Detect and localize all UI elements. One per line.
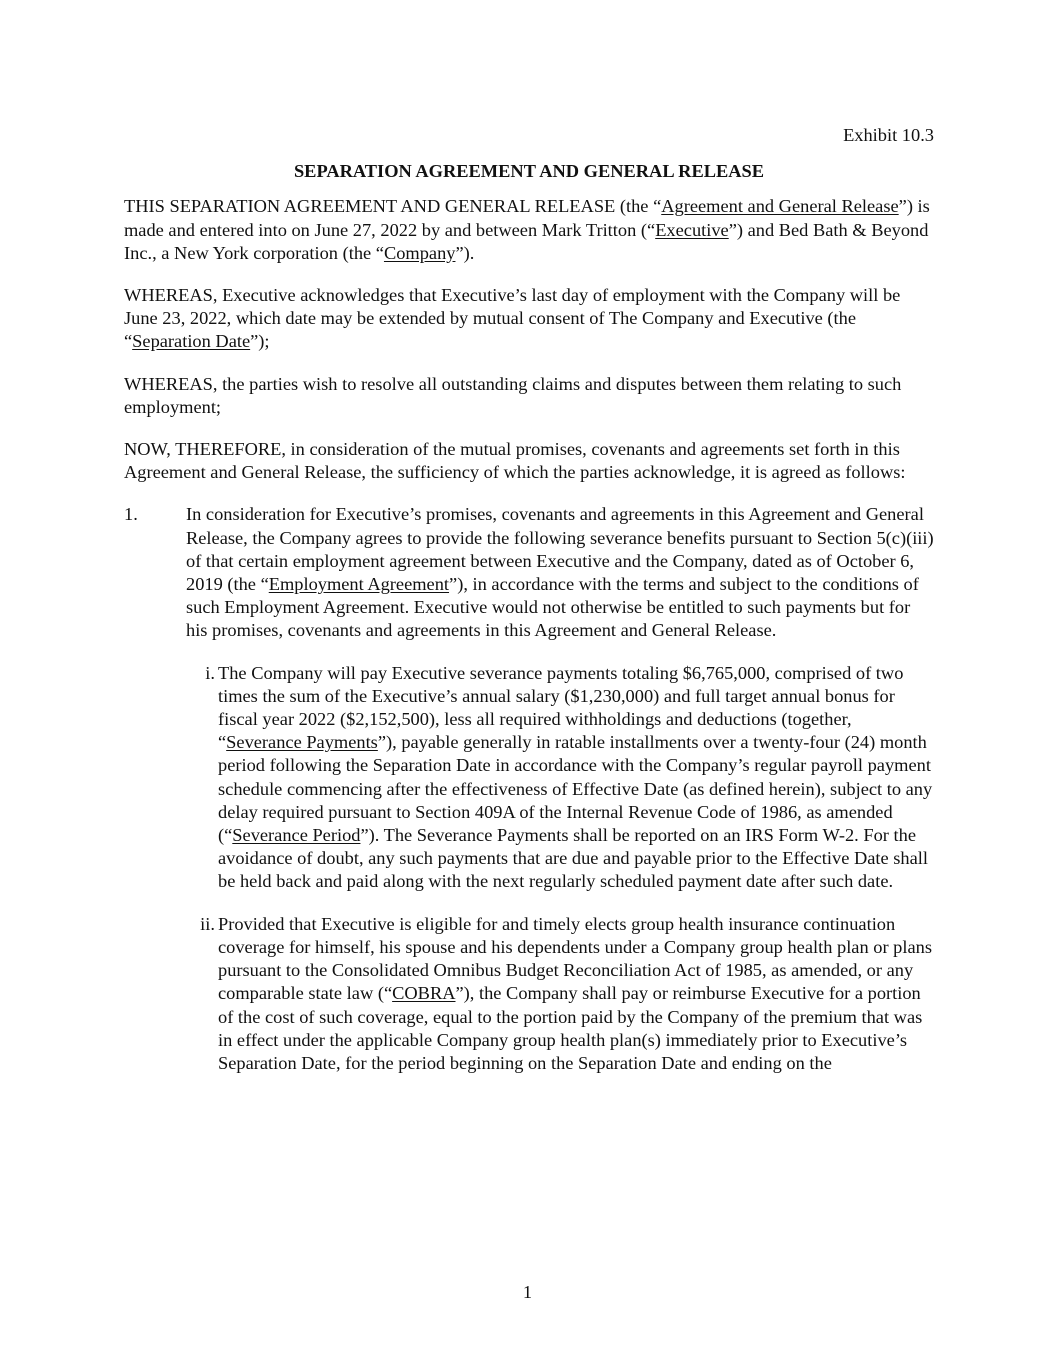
subsection-i: i. The Company will pay Executive severance payments totaling $6,765,000, comprised of two times the sum of the Executive’s annual salary ($1,230,000) and full target annual bonus for fiscal year 2022 ($2,152,500), less all required withholdings and deductions (together, “Severance Payments”), payable generally in ratable installments over a twenty-four (24) month period following the Separation Date in accordance with the Company’s regular payroll payment schedule commencing after the effectiveness of Effective Date (as defined herein), subject to any delay required pursuant to Section 409A of the Internal Revenue Code of 1986, as amended (“Severance Period”). The Severance Payments shall be reported on an IRS Form W-2. For the avoidance of doubt, any such payments that are due and payable prior to the Effective Date shall be held back and paid along with the next regularly scheduled payment date after such date. <box>124 662 934 894</box>
defined-term-separation-date: Separation Date <box>132 331 251 352</box>
whereas-paragraph-1: WHEREAS, Executive acknowledges that Executive’s last day of employment with the Company will be June 23, 2022, which date may be extended by mutual consent of The Company and Executive (the “Separation Date”); <box>124 285 901 352</box>
defined-term-cobra: COBRA <box>392 983 456 1004</box>
whereas-paragraph-2: WHEREAS, the parties wish to resolve all outstanding claims and disputes between them relating to such employment; <box>124 373 902 417</box>
exhibit-label: Exhibit 10.3 <box>843 125 934 145</box>
document-title: SEPARATION AGREEMENT AND GENERAL RELEASE <box>293 161 765 182</box>
subsection-number: i. <box>205 662 215 683</box>
section-number: 1. <box>124 504 138 525</box>
defined-term-severance-payments: Severance Payments <box>226 732 378 753</box>
defined-term-severance-period: Severance Period <box>232 825 361 846</box>
defined-term-executive: Executive <box>655 219 729 240</box>
defined-term-employment-agreement: Employment Agreement <box>268 574 450 595</box>
section-1: 1. In consideration for Executive’s promises, covenants and agreements in this Agreement and General Release, the Company agrees to provide the following severance benefits pursuant to Section 5(c)(iii) of that certain employment agreement between Executive and the Company, dated as of October 6, 2019 (the “Employment Agreement”), in accordance with the terms and subject to the conditions of such Employment Agreement. Executive would not otherwise be entitled to such payments but for his promises, covenants and agreements in this Agreement and General Release. <box>124 504 934 641</box>
defined-term-company: Company <box>383 242 456 263</box>
subsection-number: ii. <box>200 913 215 934</box>
page-number: 1 <box>522 1282 533 1302</box>
intro-paragraph: THIS SEPARATION AGREEMENT AND GENERAL RELEASE (the “Agreement and General Release”) is made and entered into on June 27, 2022 by and between Mark Tritton (“Executive”) and Bed Bath & Beyond Inc., a New York corporation (the “Company”). <box>124 196 930 263</box>
subsection-ii: ii. Provided that Executive is eligible for and timely elects group health insurance continuation coverage for himself, his spouse and his dependents under a Company group health plan or plans pursuant to the Consolidated Omnibus Budget Reconciliation Act of 1985, as amended, or any comparable state law (“COBRA”), the Company shall pay or reimburse Executive for a portion of the cost of such coverage, equal to the portion paid by the Company of the premium that was in effect under the applicable Company group health plan(s) immediately prior to Executive’s Separation Date, for the period beginning on the Separation Date and ending on the <box>124 913 934 1075</box>
document-page <box>124 124 934 1094</box>
defined-term-agreement: Agreement and General Release <box>661 196 899 217</box>
now-therefore-paragraph: NOW, THEREFORE, in consideration of the mutual promises, covenants and agreements set forth in this Agreement and General Release, the sufficiency of which the parties acknowledge, it is agreed as follows: <box>124 439 906 483</box>
